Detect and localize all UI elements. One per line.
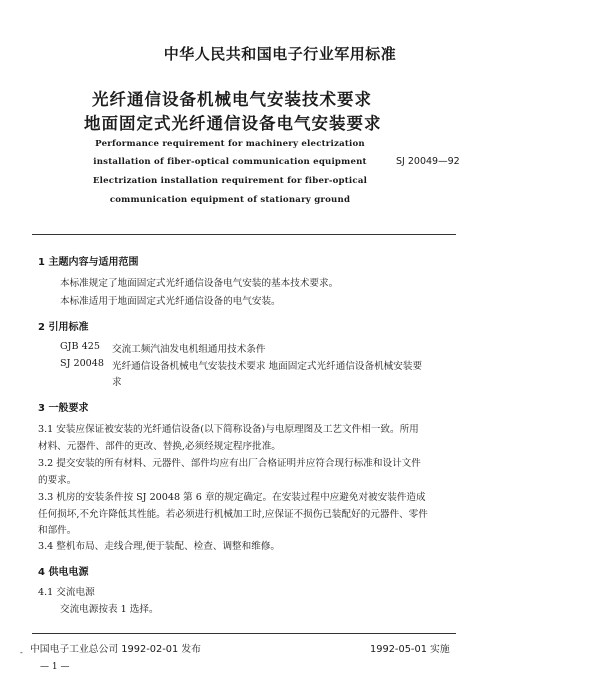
- section-2-heading: 2 引用标准: [38, 322, 89, 333]
- clause-3-3-line-1: 3.3 机房的安装条件按 SJ 20048 第 6 章的规定确定。在安装过程中应避免对被安装件造成: [38, 492, 426, 503]
- title-line-1: 光纤通信设备机械电气安装技术要求: [92, 90, 372, 109]
- footer-divider: [32, 633, 456, 634]
- clause-3-1-line-2: 材料、元器件、部件的更改、替换,必须经规定程序批准。: [38, 441, 281, 452]
- reference-1-code: GJB 425: [60, 341, 100, 352]
- standard-organization: 中华人民共和国电子行业军用标准: [163, 45, 397, 63]
- english-title-line-3: Electrization installation requirement for fiber-optical: [92, 176, 368, 186]
- english-title-line-2: installation of fiber-optical communication equipment: [93, 157, 367, 167]
- reference-2-code: SJ 20048: [60, 358, 104, 369]
- section-1-paragraph-2: 本标准适用于地面固定式光纤通信设备的电气安装。: [60, 296, 281, 307]
- footer-dash: -: [20, 648, 23, 657]
- reference-2-title-line-1: 光纤通信设备机械电气安装技术要求 地面固定式光纤通信设备机械安装要: [112, 361, 423, 372]
- english-title-line-4: communication equipment of stationary ground: [109, 195, 351, 205]
- implementation-date: 1992-05-01 实施: [370, 644, 450, 655]
- clause-3-2-line-2: 的要求。: [38, 475, 77, 486]
- clause-4-1: 4.1 交流电源: [38, 587, 95, 598]
- clause-3-3-line-3: 和部件。: [38, 525, 77, 536]
- clause-3-3-line-2: 任何损坏,不允许降低其性能。若必须进行机械加工时,应保证不损伤已装配好的元器件、零件: [38, 509, 428, 520]
- clause-3-1-line-1: 3.1 安装应保证被安装的光纤通信设备(以下简称设备)与电原理图及工艺文件相一致。所用: [38, 424, 419, 435]
- reference-2-title-line-2: 求: [112, 377, 122, 388]
- title-line-2: 地面固定式光纤通信设备电气安装要求: [84, 114, 382, 133]
- english-title-line-1: Performance requirement for machinery electrization: [95, 139, 365, 149]
- header-divider: [32, 234, 456, 235]
- clause-3-2-line-1: 3.2 提交安装的所有材料、元器件、部件均应有出厂合格证明并应符合现行标准和设计文件: [38, 458, 421, 469]
- section-1-paragraph-1: 本标准规定了地面固定式光纤通信设备电气安装的基本技术要求。: [60, 278, 339, 289]
- section-1-heading: 1 主题内容与适用范围: [38, 257, 139, 268]
- standard-code: SJ 20049—92: [396, 156, 460, 167]
- section-4-heading: 4 供电电源: [38, 567, 89, 578]
- issue-date: 中国电子工业总公司 1992-02-01 发布: [30, 644, 201, 655]
- page-number: — 1 —: [40, 662, 70, 672]
- clause-4-1-paragraph: 交流电源按表 1 选择。: [60, 604, 159, 615]
- section-3-heading: 3 一般要求: [38, 403, 89, 414]
- reference-1-title: 交流工频汽油发电机组通用技术条件: [112, 344, 266, 355]
- clause-3-4: 3.4 整机布局、走线合理,便于装配、检查、调整和维修。: [38, 541, 281, 552]
